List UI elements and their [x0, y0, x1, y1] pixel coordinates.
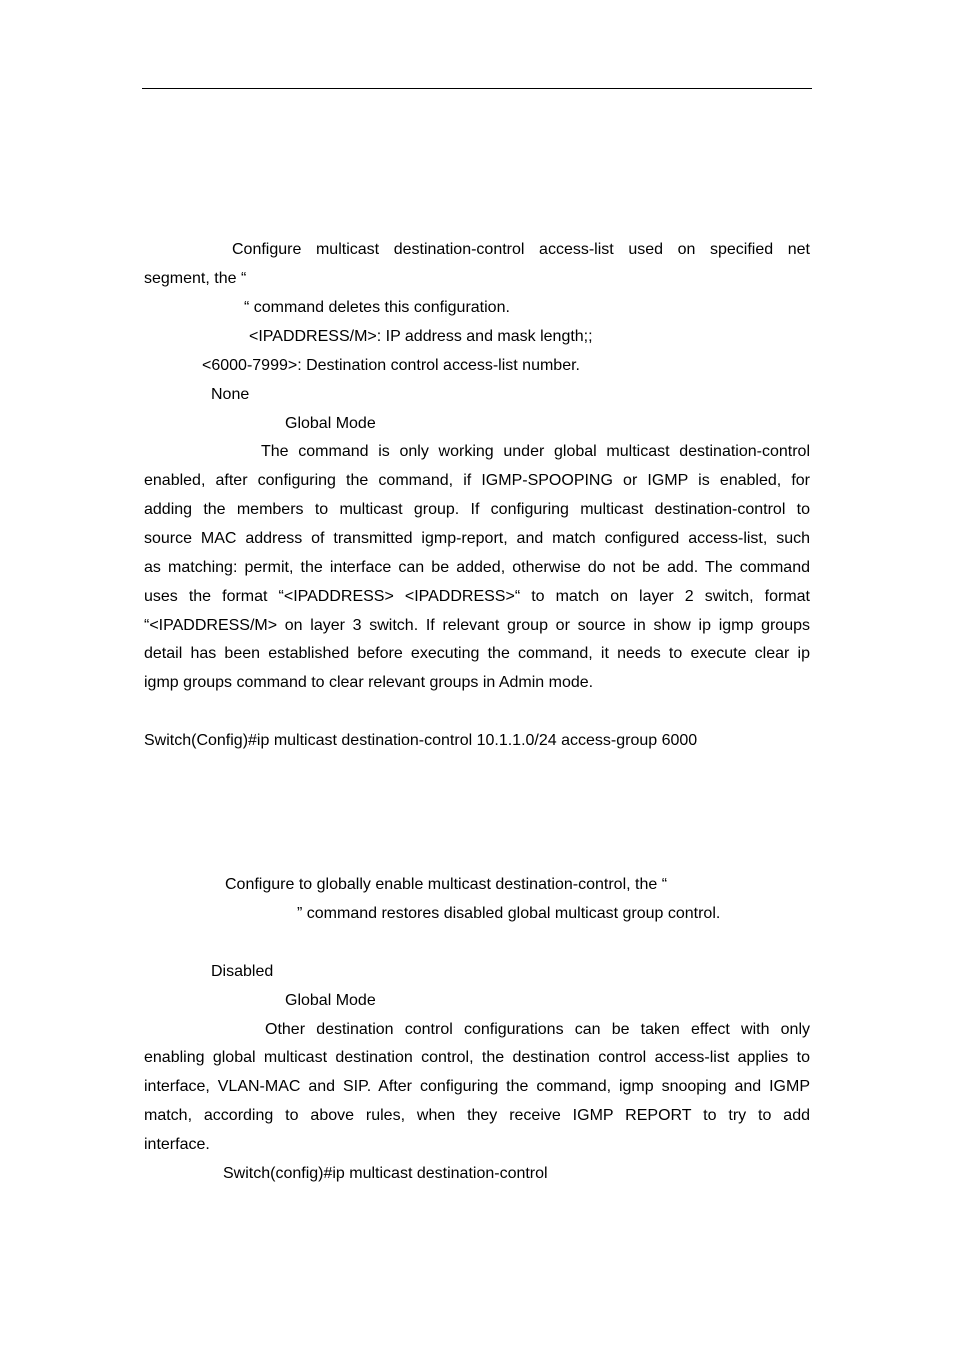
s1-desc-line-2: enabled, after configuring the command, if IGMP-SPOOPING or IGMP is enabled, for: [144, 472, 810, 489]
s2-desc-line-5: interface.: [144, 1136, 210, 1153]
s1-desc-line-9: igmp groups command to clear relevant groups in Admin mode.: [144, 674, 594, 691]
s1-desc-line-3: adding the members to multicast group. If configuring multicast destination-control to: [144, 501, 810, 518]
s1-desc-line-5: as matching: permit, the interface can be added, otherwise do not be add. The command: [144, 559, 810, 576]
s1-parameter-1: <IPADDRESS/M>: IP address and mask length;;: [249, 328, 593, 345]
s2-default: Disabled: [211, 963, 274, 980]
s1-example: Switch(Config)#ip multicast destination-control 10.1.1.0/24 access-group 6000: [144, 732, 698, 749]
s2-usage-line-1: Configure to globally enable multicast destination-control, the “: [225, 876, 668, 893]
s1-desc-line-8: detail has been established before executing the command, it needs to execute clear ip: [144, 645, 810, 662]
s1-usage-line-2: segment, the “: [144, 270, 247, 287]
s1-desc-line-6: uses the format “<IPADDRESS> <IPADDRESS>“ to match on layer 2 switch, format: [144, 588, 810, 605]
s1-usage-line-1: Configure multicast destination-control access-list used on specified net: [232, 241, 810, 258]
s1-desc-line-1: The command is only working under global multicast destination-control: [261, 443, 810, 460]
header-rule: [142, 88, 812, 89]
s2-desc-line-1: Other destination control configurations can be taken effect with only: [265, 1021, 810, 1038]
s2-desc-line-4: match, according to above rules, when they receive IGMP REPORT to try to add: [144, 1107, 810, 1124]
s2-mode: Global Mode: [285, 992, 376, 1009]
s1-desc-line-7: “<IPADDRESS/M> on layer 3 switch. If relevant group or source in show ip igmp groups: [144, 617, 810, 634]
s1-desc-line-4: source MAC address of transmitted igmp-report, and match configured access-list, such: [144, 530, 810, 547]
s1-default: None: [211, 386, 250, 403]
s2-example: Switch(config)#ip multicast destination-control: [223, 1165, 548, 1182]
s1-mode: Global Mode: [285, 415, 376, 432]
s1-parameter-2: <6000-7999>: Destination control access-list number.: [202, 357, 580, 374]
s2-desc-line-3: interface, VLAN-MAC and SIP. After configuring the command, igmp snooping and IGMP: [144, 1078, 810, 1095]
s1-usage-line-3: “ command deletes this configuration.: [244, 299, 510, 316]
s2-usage-line-2: ” command restores disabled global multicast group control.: [297, 905, 721, 922]
s2-desc-line-2: enabling global multicast destination control, the destination control access-list applies to: [144, 1049, 810, 1066]
